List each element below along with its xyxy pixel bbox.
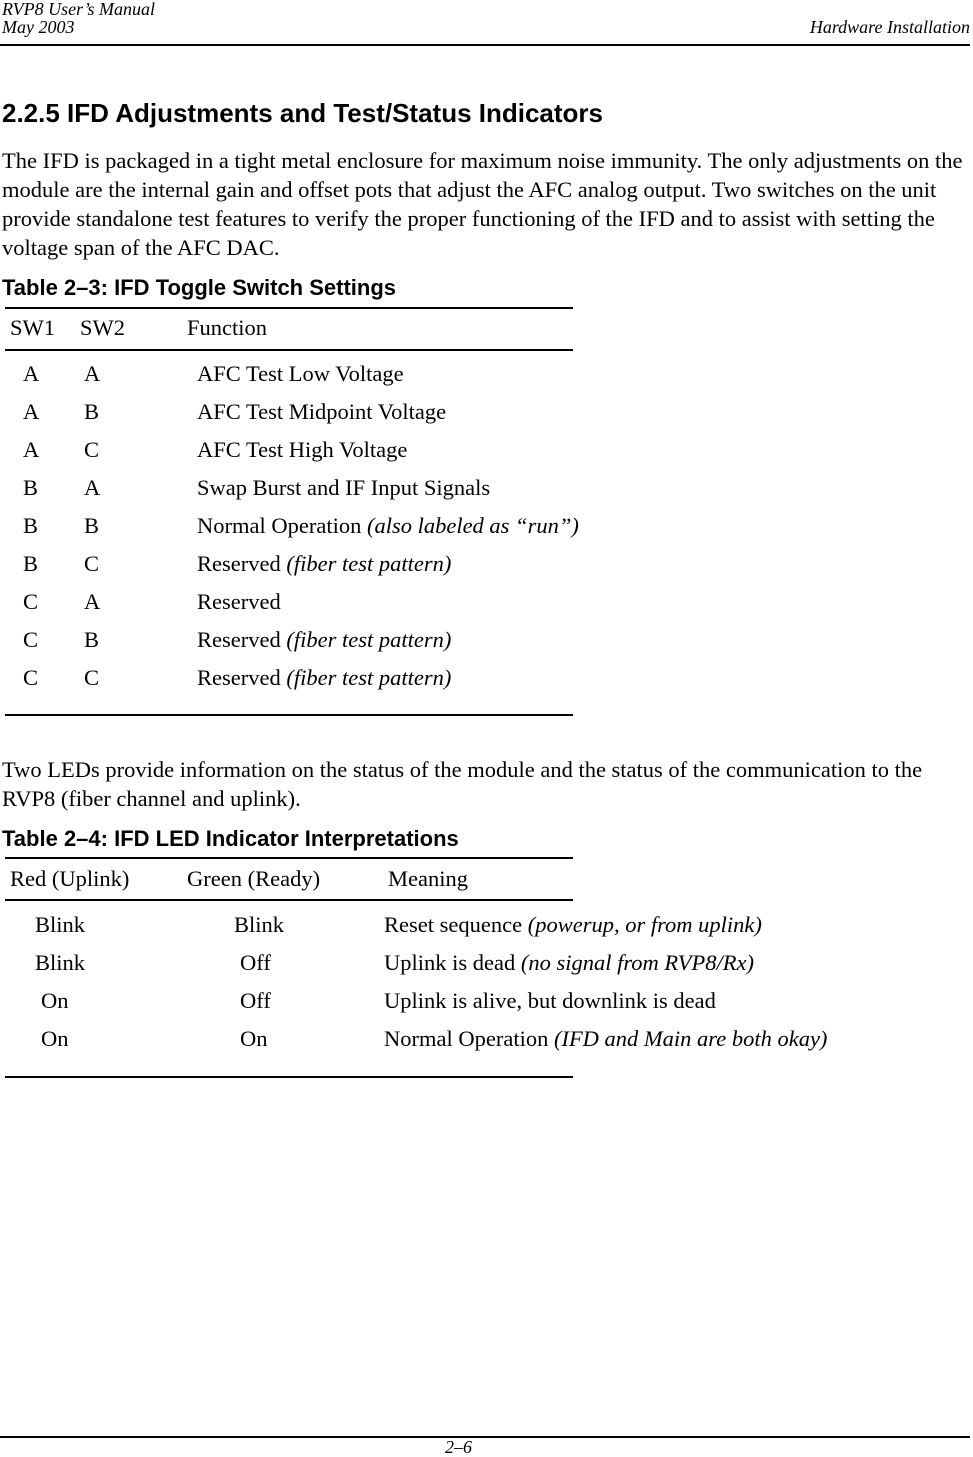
table2-cell-green: Off [240, 988, 271, 1013]
function-text: Swap Burst and IF Input Signals [197, 475, 491, 500]
table1-cell-function [197, 551, 451, 577]
table1-cell-function [197, 361, 404, 387]
function-text: AFC Test High Voltage [197, 437, 408, 462]
meaning-note: (powerup, or from uplink) [527, 912, 762, 937]
table2-bottom-rule [5, 1076, 573, 1078]
table2-cell-red: On [41, 988, 69, 1013]
table1-cell-sw1: C [23, 665, 39, 690]
table2-header-green: Green (Ready) [187, 866, 321, 891]
function-text: Reserved [197, 551, 281, 576]
table1-header-sw2: SW2 [80, 315, 125, 340]
table1-caption: Table 2–3: IFD Toggle Switch Settings [2, 275, 397, 300]
table2-cell-meaning [384, 950, 754, 976]
manual-date: May 2003 [2, 17, 75, 37]
table2-top-rule [5, 857, 573, 859]
table1-cell-sw1: A [23, 399, 40, 424]
meaning-text: Reset sequence [384, 912, 523, 937]
led-paragraph: Two LEDs provide information on the status of the module and the status of the communication to the RVP8 (fiber channel and uplink). [2, 757, 923, 811]
table1-bottom-rule [5, 714, 573, 716]
table2-caption: Table 2–4: IFD LED Indicator Interpretations [2, 826, 459, 851]
function-text: Reserved [197, 665, 281, 690]
table1-cell-sw2: A [84, 475, 101, 500]
table2-cell-red: Blink [35, 950, 86, 975]
table1-cell-function [197, 475, 490, 501]
page-header [0, 0, 970, 46]
function-text: AFC Test Midpoint Voltage [197, 399, 447, 424]
footer-rule [0, 1436, 970, 1438]
table1-cell-sw2: C [84, 551, 100, 576]
intro-paragraph: The IFD is packaged in a tight metal enclosure for maximum noise immunity. The only adjustments on the module are the internal gain and offset pots that adjust the AFC analog output. Two switches on the unit provide standalone test features to verify the proper functioning of the IFD and to assist with setting the voltage span of the AFC DAC. [2, 148, 963, 260]
table2-cell-meaning [384, 988, 716, 1014]
table2-cell-green: Off [240, 950, 271, 975]
function-note: (fiber test pattern) [286, 551, 452, 576]
table1-header-rule [5, 349, 573, 351]
table1-cell-sw1: A [23, 361, 40, 386]
manual-title: RVP8 User’s Manual [2, 0, 155, 19]
page-number: 2–6 [445, 1437, 472, 1457]
table1-cell-function [197, 437, 407, 463]
table1-cell-sw2: C [84, 437, 100, 462]
meaning-text: Uplink is dead [384, 950, 516, 975]
table2-cell-green: Blink [234, 912, 285, 937]
table1-cell-sw1: B [23, 551, 39, 576]
table1-cell-function [197, 399, 446, 425]
table2-cell-red: On [41, 1026, 69, 1051]
table1-header-sw1: SW1 [10, 315, 55, 340]
header-left [2, 0, 155, 36]
meaning-text: Normal Operation [384, 1026, 549, 1051]
function-text: Reserved [197, 627, 281, 652]
table1-cell-sw2: B [84, 627, 100, 652]
function-text: AFC Test Low Voltage [197, 361, 404, 386]
table1-cell-sw1: C [23, 627, 39, 652]
section-title: 2.2.5 IFD Adjustments and Test/Status Indicators [2, 98, 604, 128]
table1-cell-function [197, 665, 451, 691]
table2-cell-red: Blink [35, 912, 86, 937]
table2-header-rule [5, 899, 573, 901]
function-note: (also labeled as “run”) [366, 513, 579, 538]
meaning-note: (IFD and Main are both okay) [553, 1026, 828, 1051]
table1-cell-function [197, 627, 451, 653]
function-note: (fiber test pattern) [286, 665, 452, 690]
table1-cell-function [197, 513, 579, 539]
table1-cell-sw1: B [23, 475, 39, 500]
table1-cell-sw1: A [23, 437, 40, 462]
function-note: (fiber test pattern) [286, 627, 452, 652]
table2-header-meaning: Meaning [388, 866, 468, 891]
meaning-note: (no signal from RVP8/Rx) [520, 950, 754, 975]
table1-cell-sw2: A [84, 361, 101, 386]
table1-cell-sw2: B [84, 399, 100, 424]
table2-cell-meaning [384, 1026, 827, 1052]
meaning-text: Uplink is alive, but downlink is dead [384, 988, 716, 1013]
chapter-title: Hardware Installation [809, 17, 970, 37]
table1-cell-function [197, 589, 281, 615]
table1-cell-sw2: A [84, 589, 101, 614]
table1-header-function: Function [187, 315, 268, 340]
table1-cell-sw2: B [84, 513, 100, 538]
table1-cell-sw1: B [23, 513, 39, 538]
function-text: Reserved [197, 589, 281, 614]
table1-top-rule [5, 307, 573, 309]
table2-cell-meaning [384, 912, 762, 938]
table2-cell-green: On [240, 1026, 268, 1051]
table2-header-red: Red (Uplink) [10, 866, 130, 891]
table1-cell-sw2: C [84, 665, 100, 690]
table1-cell-sw1: C [23, 589, 39, 614]
function-text: Normal Operation [197, 513, 362, 538]
